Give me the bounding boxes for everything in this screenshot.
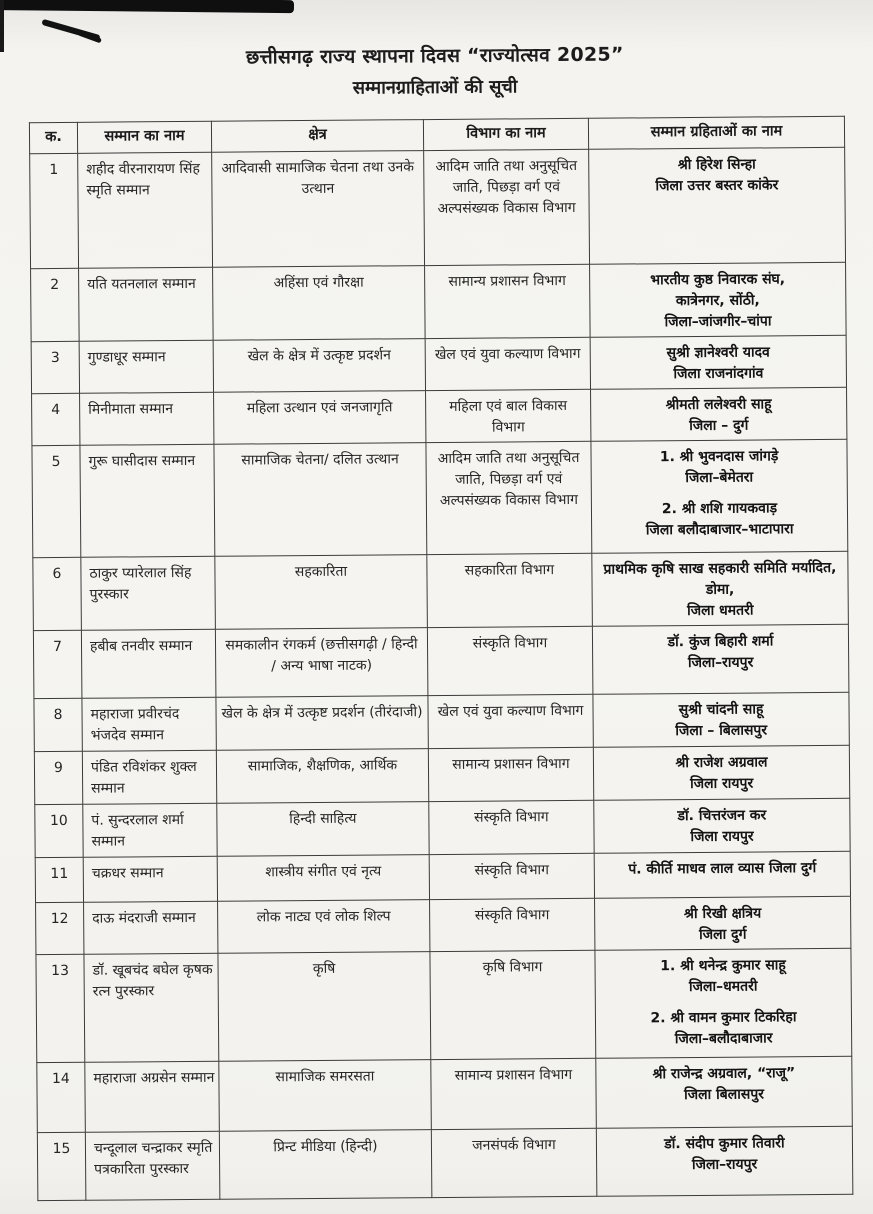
recipient-line: श्री राजेन्द्र अग्रवाल, “राजू” (652, 1065, 796, 1083)
award-name-cell: पं. सुन्दरलाल शर्मा सम्मान (83, 803, 217, 857)
recipient-line: भारतीय कुष्ठ निवारक संघ, (650, 271, 786, 289)
department-cell: कृषि विभाग (430, 950, 596, 1059)
department-cell: सामान्य प्रशासन विभाग (428, 747, 593, 801)
recipients-cell (596, 1056, 853, 1128)
department-cell: सहकारिता विभाग (427, 553, 593, 627)
title-block (0, 39, 872, 103)
award-name-cell: महाराजा अग्रसेन सम्मान (85, 1061, 220, 1132)
header-award-name: सम्मान का नाम (77, 121, 211, 153)
serial-cell: 5 (32, 445, 81, 557)
field-cell: सामाजिक चेतना/ दलित उत्थान (214, 443, 427, 557)
award-name-cell: यति यतनलाल सम्मान (79, 267, 214, 341)
table-row (32, 439, 848, 557)
recipient-line: जिला–रायपुर (687, 654, 754, 672)
recipient-line: जिला – दुर्ग (689, 417, 749, 435)
recipient-line: जिला बिलासपुर (684, 1086, 765, 1104)
recipient-line: 2. श्री शशि गायकवाड़ (661, 500, 778, 518)
table-row (36, 948, 852, 1062)
recipient-line: पं. कीर्ति माधव लाल व्यास जिला दुर्ग (628, 860, 817, 878)
recipient-line: 1. श्री भुवनदास जांगड़े (659, 448, 779, 466)
serial-cell: 2 (31, 268, 80, 341)
header-department: विभाग का नाम (423, 118, 588, 150)
field-cell: अहिंसा एवं गौरक्षा (213, 266, 426, 341)
field-cell: कृषि (218, 952, 431, 1062)
recipients-cell (590, 335, 846, 389)
award-name-cell: शहीद वीरनारायण सिंह स्मृति सम्मान (78, 152, 213, 268)
recipient-line: डॉ. चित्तरंजन कर (677, 807, 767, 825)
award-name-cell: चक्रधर सम्मान (83, 856, 217, 902)
serial-cell: 11 (35, 857, 83, 902)
awards-table (29, 116, 853, 1201)
recipient-line: जिला दुर्ग (699, 926, 747, 943)
department-cell: खेल एवं युवा कल्याण विभाग (425, 337, 590, 390)
recipient-line: जिला–बेमेतरा (685, 469, 754, 487)
table-row (32, 387, 847, 445)
serial-cell: 8 (34, 698, 82, 751)
field-cell: खेल के क्षेत्र में उत्कृष्ट प्रदर्शन (तीरंदाजी) (216, 696, 428, 751)
header-field: क्षेत्र (211, 120, 423, 153)
award-name-cell: गुरू घासीदास सम्मान (80, 444, 215, 557)
department-cell: महिला एवं बाल विकास विभाग (426, 389, 591, 442)
serial-cell: 9 (34, 751, 82, 804)
serial-cell: 3 (31, 341, 79, 393)
field-cell: प्रिन्ट मीडिया (हिन्दी) (219, 1130, 432, 1200)
header-serial: क. (29, 122, 77, 153)
recipient-line: जिला–रायपुर (691, 1156, 758, 1174)
serial-cell: 15 (37, 1132, 86, 1200)
serial-cell: 13 (36, 954, 85, 1062)
recipients-cell (589, 147, 846, 264)
table-row (34, 692, 849, 751)
table-row (30, 147, 846, 268)
table-row (37, 1126, 853, 1200)
table-row (34, 745, 849, 804)
recipient-line: श्री हिरेश सिन्हा (677, 156, 756, 174)
recipient-line: जिला–धमतरी (688, 978, 758, 996)
recipient-line: जिला धमतरी (687, 602, 754, 620)
recipient-line: जिला–जांजगीर–चांपा (664, 313, 772, 331)
recipients-cell (594, 851, 850, 898)
recipient-line: श्री राजेश अग्रवाल (675, 754, 768, 772)
table-row (33, 624, 849, 698)
field-cell: हिन्दी साहित्य (217, 802, 429, 857)
recipient-line: श्री रिखी क्षत्रिय (683, 905, 762, 923)
department-cell: सामान्य प्रशासन विभाग (431, 1058, 597, 1129)
recipient-line: कात्रेनगर, सोंठी, (675, 292, 760, 310)
table-row (35, 851, 850, 902)
recipients-cell (592, 551, 849, 626)
recipients-cell (592, 624, 849, 694)
award-name-cell: डॉ. खूबचंद बघेल कृषक रत्न पुरस्कार (84, 953, 219, 1062)
recipient-line: डॉ. संदीप कुमार तिवारी (664, 1135, 785, 1153)
recipients-cell (591, 387, 847, 441)
field-cell: आदिवासी सामाजिक चेतना तथा उनके उत्थान (212, 151, 425, 268)
table-row (33, 551, 849, 630)
serial-cell: 6 (33, 557, 82, 630)
field-cell: शास्त्रीय संगीत एवं नृत्य (217, 855, 429, 902)
recipient-line: 2. श्री वामन कुमार टिकरिहा (650, 1009, 797, 1027)
department-cell: संस्कृति विभाग (429, 800, 594, 854)
recipient-line: जिला–बलौदाबाजार (674, 1030, 773, 1048)
recipients-cell (590, 262, 847, 337)
recipient-line: प्राथमिक कृषि साख सहकारी समिति मर्यादित, डोमा, (603, 559, 837, 598)
recipient-line: सुश्री चांदनी साहू (678, 701, 764, 719)
recipient-line: जिला रायपुर (690, 828, 754, 846)
award-name-cell: ठाकुर प्यारेलाल सिंह पुरस्कार (81, 556, 216, 630)
table-row (31, 335, 846, 393)
field-cell: सामाजिक, शैक्षणिक, आर्थिक (216, 749, 428, 804)
department-cell: आदिम जाति तथा अनुसूचित जाति, पिछड़ा वर्ग एवं अल्पसंख्यक विकास विभाग (426, 441, 592, 554)
recipient-line: 1. श्री थनेन्द्र कुमार साहू (660, 957, 786, 975)
serial-cell: 7 (33, 630, 82, 698)
recipient-line: जिला उत्तर बस्तर कांकेर (655, 177, 779, 195)
recipient-line: जिला बलौदाबाजार–भाटापारा (645, 521, 794, 539)
recipient-line: जिला – बिलासपुर (675, 722, 768, 740)
award-name-cell: चन्दूलाल चन्द्राकर स्मृति पत्रकारिता पुरस्कार (85, 1131, 220, 1200)
recipient-line: सुश्री ज्ञानेश्वरी यादव (666, 344, 770, 362)
recipients-cell (593, 692, 849, 747)
department-cell: संस्कृति विभाग (427, 626, 593, 695)
department-cell: आदिम जाति तथा अनुसूचित जाति, पिछड़ा वर्ग एवं अल्पसंख्यक विकास विभाग (424, 149, 590, 265)
table-row (31, 262, 847, 341)
recipient-line: डॉ. कुंज बिहारी शर्मा (667, 633, 774, 651)
field-cell: महिला उत्थान एवं जनजागृति (214, 391, 426, 445)
serial-cell: 4 (32, 393, 80, 445)
recipients-cell (596, 1126, 853, 1196)
page-subtitle: सम्मानग्राहिताओं की सूची (352, 76, 518, 99)
award-name-cell: हबीब तनवीर सम्मान (81, 629, 216, 698)
table-row (35, 798, 850, 857)
recipients-cell (591, 439, 848, 553)
field-cell: सहकारिता (215, 555, 428, 630)
award-name-cell: दाऊ मंदराजी सम्मान (84, 901, 218, 954)
award-name-cell: गुण्डाधूर सम्मान (79, 340, 213, 393)
award-name-cell: पंडित रविशंकर शुक्ल सम्मान (82, 750, 216, 804)
recipient-line: जिला राजनांदगांव (673, 365, 764, 383)
field-cell: समकालीन रंगकर्म (छत्तीसगढ़ी / हिन्दी / अन्य भाषा नाटक) (215, 628, 428, 698)
field-cell: लोक नाट्य एवं लोक शिल्प (218, 900, 430, 954)
page-title: छत्तीसगढ़ राज्य स्थापना दिवस “राज्योत्सव 2025” (245, 43, 624, 69)
awards-table-body (30, 147, 853, 1200)
header-recipients: सम्मान ग्रहिताओं का नाम (588, 116, 844, 149)
recipient-line: जिला रायपुर (689, 775, 754, 793)
department-cell: संस्कृति विभाग (429, 853, 594, 899)
award-name-cell: महाराजा प्रवीरचंद भंजदेव सम्मान (82, 697, 216, 751)
department-cell: संस्कृति विभाग (430, 898, 595, 951)
table-row (36, 896, 851, 954)
serial-cell: 10 (35, 804, 83, 857)
serial-cell: 12 (36, 902, 84, 954)
field-cell: सामाजिक समरसता (219, 1060, 432, 1132)
department-cell: सामान्य प्रशासन विभाग (425, 264, 591, 338)
serial-cell: 14 (37, 1062, 86, 1132)
award-name-cell: मिनीमाता सम्मान (80, 392, 214, 445)
recipients-cell (594, 798, 850, 853)
serial-cell: 1 (30, 153, 79, 268)
department-cell: जनसंपर्क विभाग (431, 1128, 597, 1197)
recipients-cell (595, 896, 851, 950)
recipients-cell (593, 745, 849, 800)
department-cell: खेल एवं युवा कल्याण विभाग (428, 694, 593, 748)
recipient-line: श्रीमती ललेश्वरी साहू (665, 396, 772, 414)
table-row (37, 1056, 853, 1132)
field-cell: खेल के क्षेत्र में उत्कृष्ट प्रदर्शन (213, 339, 425, 393)
recipients-cell (595, 948, 852, 1058)
